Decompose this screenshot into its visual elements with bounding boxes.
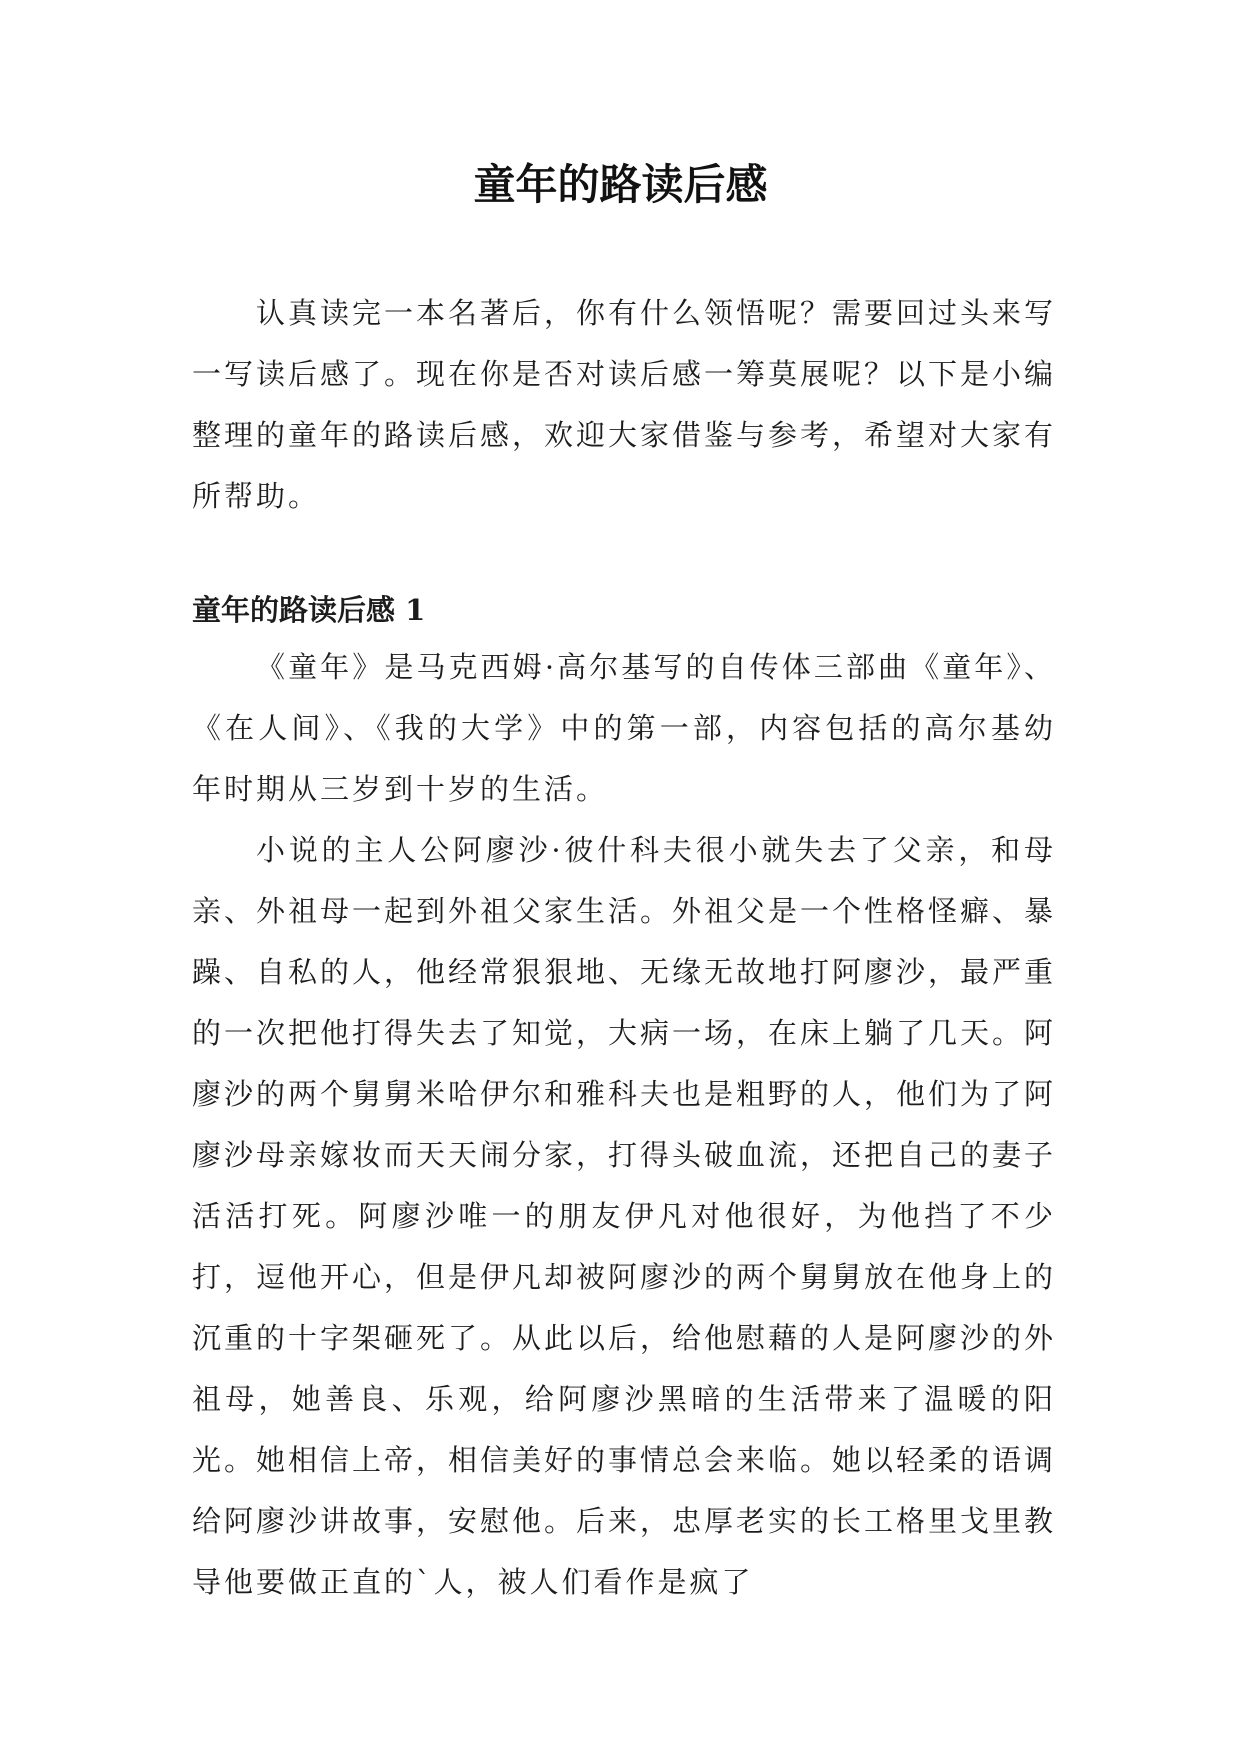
body-paragraph-1: 《童年》是马克西姆·高尔基写的自传体三部曲《童年》、《在人间》、《我的大学》中的第一部，内容包括的高尔基幼年时期从三岁到十岁的生活。 <box>192 650 1056 806</box>
body-paragraph-2: 小说的主人公阿廖沙·彼什科夫很小就失去了父亲，和母亲、外祖母一起到外祖父家生活。外祖父是一个性格怪癖、暴躁、自私的人，他经常狠狠地、无缘无故地打阿廖沙，最严重的一次把他打得失去了知觉，大病一场，在床上躺了几天。阿廖沙的两个舅舅米哈伊尔和雅科夫也是粗野的人，他们为了阿廖沙母亲嫁妆而天天闹分家，打得头破血流，还把自己的妻子活活打死。阿廖沙唯一的朋友伊凡对他很好，为他挡了不少打，逗他开心，但是伊凡却被阿廖沙的两个舅舅放在他身上的沉重的十字架砸死了。从此以后，给他慰藉的人是阿廖沙的外祖母，她善良、乐观，给阿廖沙黑暗的生活带来了温暖的阳光。她相信上帝，相信美好的事情总会来临。她以轻柔的语调给阿廖沙讲故事，安慰他。后来，忠厚老实的长工格里戈里教导他要做正直的`人，被人们看作是疯了 <box>192 833 1057 1599</box>
section-heading: 童年的路读后感 1 <box>192 593 426 627</box>
document-title: 童年的路读后感 <box>473 160 768 209</box>
intro-paragraph: 认真读完一本名著后，你有什么领悟呢？需要回过头来写一写读后感了。现在你是否对读后感一筹莫展呢？以下是小编整理的童年的路读后感，欢迎大家借鉴与参考，希望对大家有所帮助。 <box>192 296 1057 513</box>
